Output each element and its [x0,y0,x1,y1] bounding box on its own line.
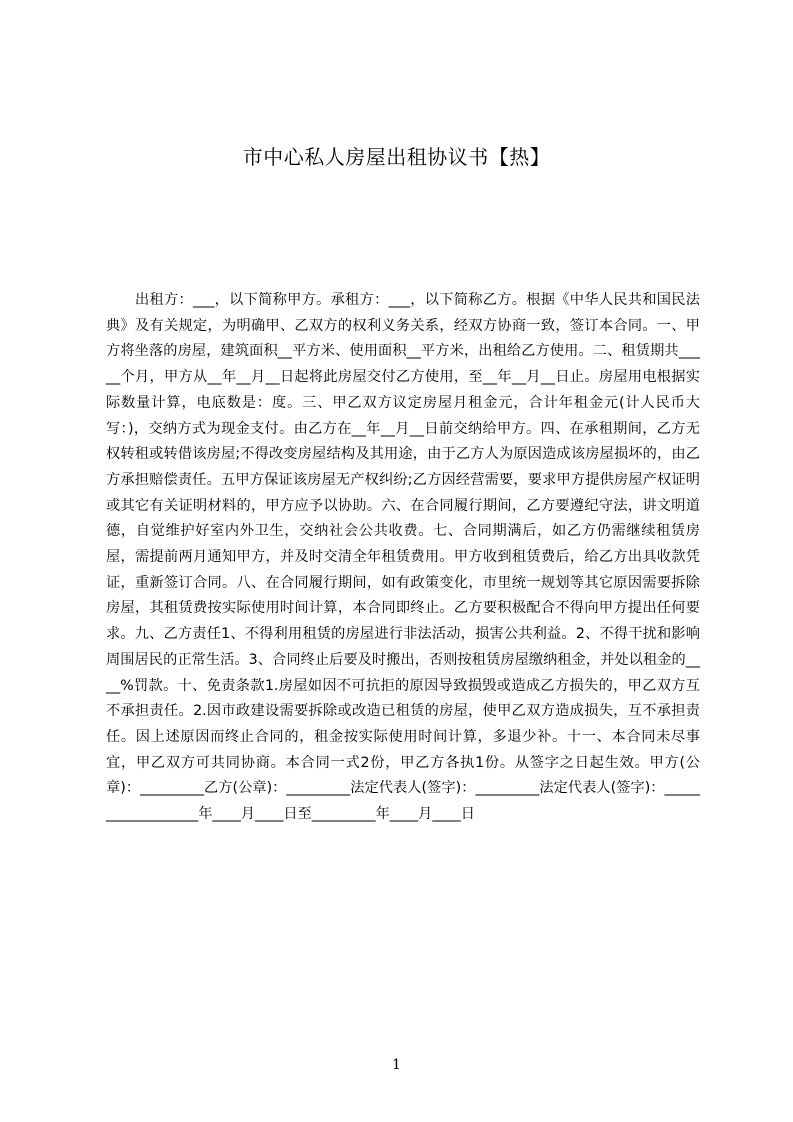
document-title: 市中心私人房屋出租协议书【热】 [242,145,551,169]
contract-body-paragraph: 出租方：___，以下简称甲方。承租方：___，以下简称乙方。根据《中华人民共和国民法典》及有关规定，为明确甲、乙双方的权利义务关系，经双方协商一致，签订本合同。一、甲方将坐落的房屋，建筑面积__平方米、使用面积__平方米，出租给乙方使用。二、租赁期共_____个月，甲方从__年__月__日起将此房屋交付乙方使用，至__年__月__日止。房屋用电根据实际数量计算，电底数是：度。三、甲乙双方议定房屋月租金元，合计年租金元(计人民币大写：)，交纳方式为现金支付。由乙方在__年__月__日前交纳给甲方。四、在承租期间，乙方无权转租或转借该房屋;不得改变房屋结构及其用途，由于乙方人为原因造成该房屋损坏的，由乙方承担赔偿责任。五甲方保证该房屋无产权纠纷;乙方因经营需要，要求甲方提供房屋产权证明或其它有关证明材料的，甲方应予以协助。六、在合同履行期间，乙方要遵纪守法，讲文明道德，自觉维护好室内外卫生，交纳社会公共收费。七、合同期满后，如乙方仍需继续租赁房屋，需提前两月通知甲方，并及时交清全年租赁费用。甲方收到租赁费后，给乙方出具收款凭证，重新签订合同。八、在合同履行期间，如有政策变化，市里统一规划等其它原因需要拆除房屋，其租赁费按实际使用时间计算，本合同即终止。乙方要积极配合不得向甲方提出任何要求。九、乙方责任1、不得利用租赁的房屋进行非法活动，损害公共利益。2、不得干扰和影响周围居民的正常生活。3、合同终止后要及时搬出，否则按租赁房屋缴纳租金，并处以租金的____%罚款。十、免责条款1.房屋如因不可抗拒的原因导致损毁或造成乙方损失的，甲乙双方互不承担责任。2.因市政建设需要拆除或改造已租赁的房屋，使甲乙双方造成损失，互不承担责任。因上述原因而终止合同的，租金按实际使用时间计算，多退少补。十一、本合同未尽事宜，甲乙双方可共同协商。本合同一式2份，甲乙方各执1份。从签字之日起生效。甲方(公章)：_________乙方(公章)：_________法定代表人(签字)：_________法定代表人(签字)：__________________年____月____日至_________年____月____日 [106,292,700,823]
page-number: 1 [392,1057,401,1073]
